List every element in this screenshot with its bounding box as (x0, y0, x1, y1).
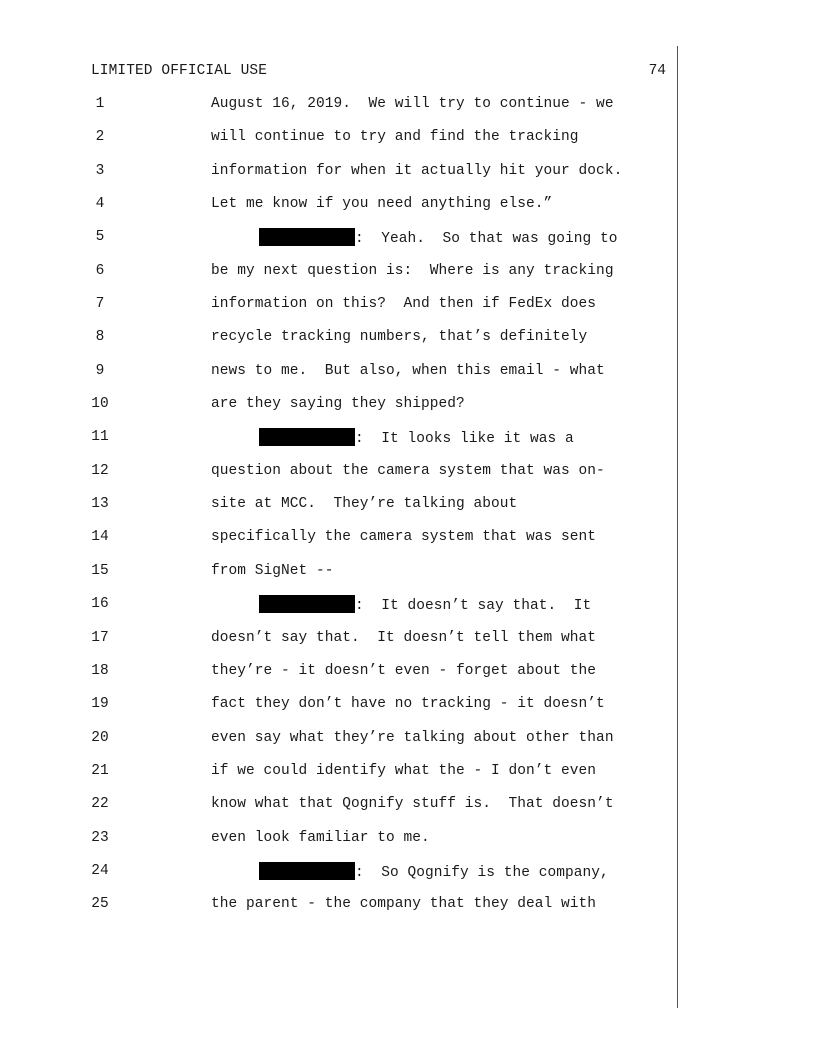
line-number: 7 (95, 296, 105, 313)
line-number: 17 (91, 629, 109, 646)
transcript-line (0, 426, 816, 459)
line-text: : So Qognify is the company, (355, 864, 609, 881)
line-number: 2 (95, 129, 105, 146)
transcript-line (0, 226, 816, 259)
line-number: 4 (95, 196, 105, 213)
transcript-line (0, 293, 816, 326)
line-number: 8 (95, 329, 105, 346)
line-text: : Yeah. So that was going to (355, 231, 618, 248)
line-number: 10 (91, 396, 109, 413)
line-text: recycle tracking numbers, that’s definitely (211, 329, 588, 346)
transcript-line (0, 593, 816, 626)
page-number: 74 (648, 63, 666, 79)
redacted-speaker-name (259, 228, 355, 246)
classification-header: LIMITED OFFICIAL USE (91, 63, 268, 79)
transcript-line (0, 360, 816, 393)
line-text: they’re - it doesn’t even - forget about the (211, 662, 597, 679)
line-number: 6 (95, 262, 105, 279)
transcript-line (0, 560, 816, 593)
transcript-lines (0, 93, 816, 927)
line-text: Let me know if you need anything else.” (211, 196, 553, 213)
speaker-line (259, 428, 574, 448)
line-number: 13 (91, 496, 109, 513)
line-text: even look familiar to me. (211, 829, 430, 846)
transcript-line (0, 827, 816, 860)
transcript-line (0, 693, 816, 726)
transcript-line (0, 860, 816, 893)
line-text: from SigNet -- (211, 562, 334, 579)
line-text: will continue to try and find the tracking (211, 129, 579, 146)
line-number: 3 (95, 162, 105, 179)
line-number: 24 (91, 862, 109, 879)
line-text: specifically the camera system that was sent (211, 529, 597, 546)
transcript-line (0, 493, 816, 526)
transcript-line (0, 893, 816, 926)
line-text: know what that Qognify stuff is. That doesn’t (211, 796, 614, 813)
line-number: 22 (91, 796, 109, 813)
transcript-line (0, 793, 816, 826)
line-text: information on this? And then if FedEx does (211, 296, 597, 313)
line-number: 16 (91, 596, 109, 613)
line-text: be my next question is: Where is any tracking (211, 262, 614, 279)
line-number: 25 (91, 896, 109, 913)
line-text: August 16, 2019. We will try to continue - we (211, 96, 614, 112)
line-text: fact they don’t have no tracking - it doesn’t (211, 696, 605, 713)
line-text: : It looks like it was a (355, 431, 574, 448)
transcript-line (0, 126, 816, 159)
transcript-line (0, 727, 816, 760)
transcript-line (0, 326, 816, 359)
line-number: 14 (91, 529, 109, 546)
line-text: doesn’t say that. It doesn’t tell them what (211, 629, 597, 646)
speaker-line (259, 595, 591, 615)
line-number: 23 (91, 829, 109, 846)
line-text: the parent - the company that they deal with (211, 896, 597, 913)
transcript-line (0, 460, 816, 493)
line-text: question about the camera system that was on- (211, 462, 605, 479)
redacted-speaker-name (259, 862, 355, 880)
line-number: 20 (91, 729, 109, 746)
transcript-line (0, 627, 816, 660)
line-number: 18 (91, 662, 109, 679)
redacted-speaker-name (259, 595, 355, 613)
transcript-line (0, 393, 816, 426)
line-text: if we could identify what the - I don’t even (211, 762, 597, 779)
transcript-line (0, 660, 816, 693)
transcript-line (0, 193, 816, 226)
line-text: even say what they’re talking about other than (211, 729, 614, 746)
transcript-line (0, 160, 816, 193)
line-text: information for when it actually hit your dock. (211, 162, 623, 179)
redacted-speaker-name (259, 428, 355, 446)
speaker-line (259, 862, 609, 882)
line-text: are they saying they shipped? (211, 396, 465, 413)
line-text: site at MCC. They’re talking about (211, 496, 518, 513)
speaker-line (259, 228, 618, 248)
line-number: 19 (91, 696, 109, 713)
line-text: news to me. But also, when this email - what (211, 362, 605, 379)
transcript-line (0, 93, 816, 126)
line-number: 11 (91, 429, 109, 446)
transcript-line (0, 760, 816, 793)
line-number: 21 (91, 762, 109, 779)
line-text: : It doesn’t say that. It (355, 598, 592, 615)
line-number: 9 (95, 362, 105, 379)
line-number: 5 (95, 229, 105, 246)
line-number: 12 (91, 462, 109, 479)
transcript-line (0, 526, 816, 559)
line-number: 1 (95, 96, 105, 112)
transcript-line (0, 260, 816, 293)
line-number: 15 (91, 562, 109, 579)
